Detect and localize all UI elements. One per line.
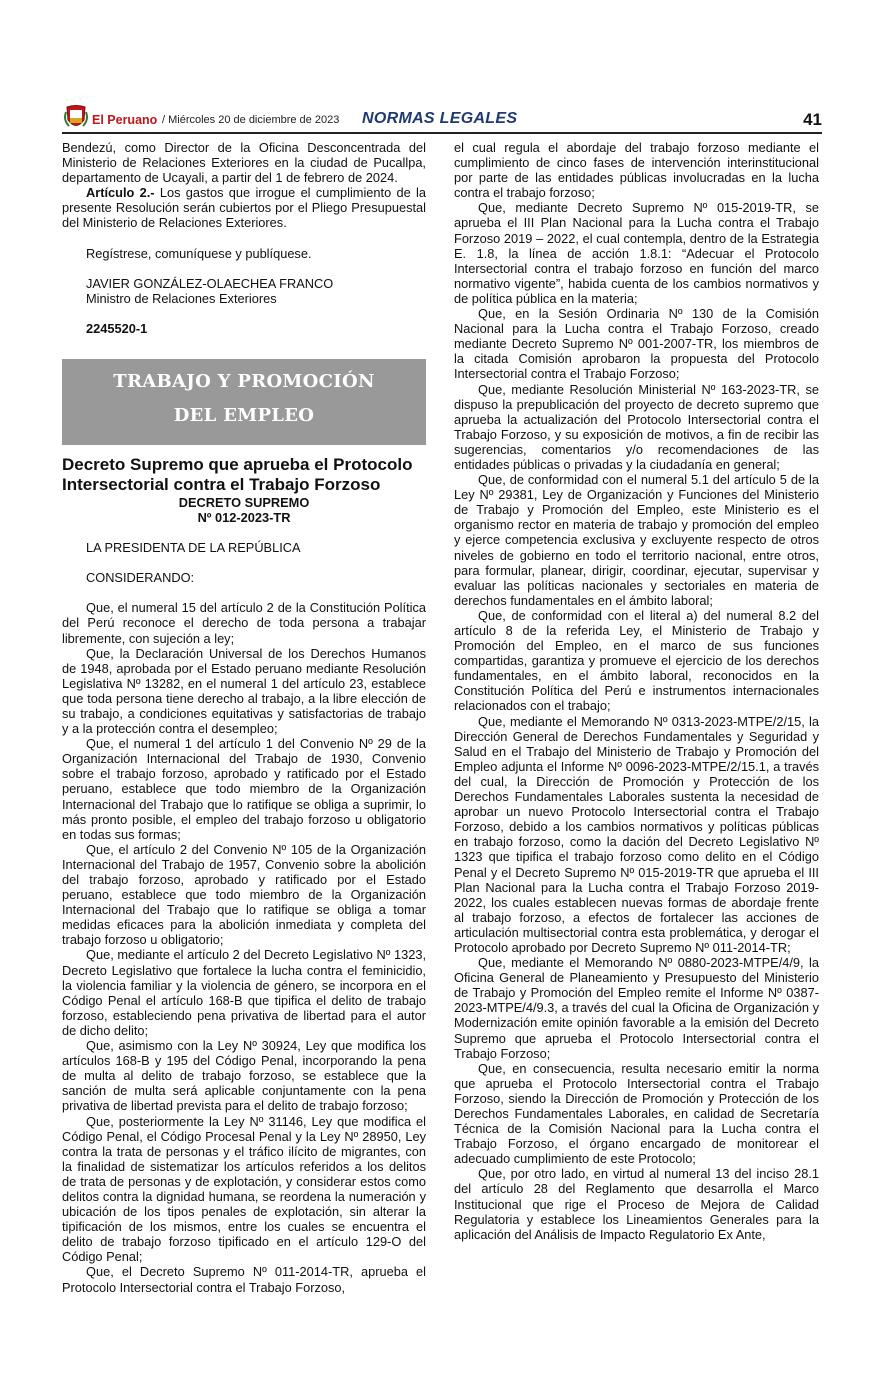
newspaper-brand: El Peruano [92,113,158,127]
paragraph: Que, de conformidad con el numeral 5.1 del artículo 5 de la Ley Nº 29381, Ley de Organización y Funciones del Ministerio de Trabajo y Promoción del Empleo, este Ministerio es el organismo rector en materia de trabajo y promoción del empleo y ejerce competencia exclusiva y excluyente respecto de otros niveles de gobierno en todo el territorio nacional, entre otros, para formular, planear, dirigir, coordinar, ejecutar, supervisar y evaluar las políticas nacionales y sectoriales en materia de derechos fundamentales en el ámbito laboral; [454,472,819,608]
signer-title: Ministro de Relaciones Exteriores [86,290,277,306]
header-date: / Miércoles 20 de diciembre de 2023 [162,114,340,126]
paragraph: Que, de conformidad con el literal a) del numeral 8.2 del artículo 8 de la referida Ley, el Ministerio de Trabajo y Promoción del Empleo, en el marco de sus funciones compartidas, garantiza y promueve el ejercicio de los derechos fundamentales, en el ámbito laboral, reconocidos en la Constitución Política del Perú e instrumentos internacionales relacionados con el trabajo; [454,607,819,714]
paragraph: Que, la Declaración Universal de los Derechos Humanos de 1948, aprobada por el Estado peruano mediante Resolución Legislativa Nº 13282, en el numeral 1 del artículo 23, establece que toda persona tiene derecho al trabajo, a la libre elección de su trabajo, a condiciones equitativas y satisfactorias de trabajo y a la protección contra el desempleo; [62,645,426,737]
section-banner [62,359,426,445]
paragraph: Que, asimismo con la Ley Nº 30924, Ley que modifica los artículos 168-B y 195 del Código Penal, incorporando la pena de multa al delito de trabajo forzoso, se establece que la sanción de multa será aplicable conjuntamente con la pena privativa de libertad prevista para el delito de trabajo forzoso; [62,1038,426,1114]
header-rule [62,132,822,134]
paragraph: Que, el numeral 15 del artículo 2 de la Constitución Política del Perú reconoce el derecho de toda persona a trabajar libremente, con sujeción a ley; [62,600,426,646]
document-title: Decreto Supremo que aprueba el Protocolo Intersectorial contra el Trabajo Forzoso [62,454,413,494]
signer-name: JAVIER GONZÁLEZ-OLAECHEA FRANCO [86,275,334,291]
paragraph: Que, mediante Decreto Supremo Nº 015-2019-TR, se aprueba el III Plan Nacional para la Lucha contra el Trabajo Forzoso 2019 – 2022, el cual contempla, dentro de la Estrategia E. 1.8, la línea de acción 1.8.1: “Adecuar el Protocolo Intersectorial contra el trabajo forzoso en función del marco normativo vigente”, habida cuenta de los cambios normativos y de política pública en la materia; [454,200,819,306]
coat-of-arms-icon [64,104,88,132]
article-label: Artículo 2.- [86,185,155,201]
paragraph: Que, en consecuencia, resulta necesario emitir la norma que aprueba el Protocolo Intersectorial contra el Trabajo Forzoso, siendo la Dirección de Promoción y Protección de los Derechos Fundamentales Laborales, en calidad de Secretaría Técnica de la Comisión Nacional para la Lucha contra el Trabajo Forzoso, el órgano encargado de monitorear el adecuado cumplimiento de este Protocolo; [454,1060,819,1167]
paragraph: Que, mediante Resolución Ministerial Nº 163-2023-TR, se dispuso la prepublicación del proyecto de decreto supremo que aprueba la actualización del Protocolo Intersectorial contra el Trabajo Forzoso, y su exposición de motivos, a fin de recibir las sugerencias, comentarios y/o recomendaciones de las entidades públicas o privadas y la ciudadanía en general; [454,381,819,472]
page-number: 41 [803,110,822,129]
section-name: NORMAS LEGALES [362,110,518,127]
issuer-line: LA PRESIDENTA DE LA REPÚBLICA [86,540,301,556]
paragraph: Que, mediante el Memorando Nº 0880-2023-MTPE/4/9, la Oficina General de Planeamiento y Presupuesto del Ministerio de Trabajo y Promoción del Empleo remite el Informe Nº 0387-2023-MTPE/4/9.3, a través del cual la Oficina de Organización y Modernización emite opinión favorable a la emisión del Decreto Supremo que aprueba el Protocolo Intersectorial contra el Trabajo Forzoso; [454,955,819,1061]
article-2 [62,185,426,230]
paragraph: Que, el numeral 1 del artículo 1 del Convenio Nº 29 de la Organización Internacional del Trabajo de 1930, Convenio sobre el trabajo forzoso, aprobado y ratificado por el Estado peruano, establece que todo miembro de la Organización Internacional del Trabajo que lo ratifique se obliga a suprimir, lo más pronto posible, el empleo del trabajo forzoso u obligatorio en todas sus formas; [62,736,426,842]
paragraph: Que, el artículo 2 del Convenio Nº 105 de la Organización Internacional del Trabajo de 1957, Convenio sobre la abolición del trabajo forzoso, aprobado y ratificado por el Estado peruano, establece que todo miembro de la Organización Internacional del Trabajo que lo ratifique se obliga a tomar medidas eficaces para la abolición inmediata y completa del trabajo forzoso u obligatorio; [62,841,426,948]
reference-number: 2245520-1 [86,320,148,336]
paragraph: Que, mediante el Memorando Nº 0313-2023-MTPE/2/15, la Dirección General de Derechos Fundamentales y Seguridad y Salud en el Trabajo del Ministerio de Trabajo y Promoción del Empleo adjunta el Informe Nº 0096-2023-MTPE/2/15.1, a través del cual, la Dirección de Promoción y Protección de los Derechos Fundamentales Laborales sustenta la necesidad de aprobar un nuevo Protocolo Intersectorial contra el Trabajo Forzoso, debido a los cambios normativos y políticas públicas en trabajo forzoso, como la dación del Decreto Legislativo Nº 1323 que tipifica el trabajo forzoso como delito en el Código Penal y el Decreto Supremo Nº 015-2019-TR que aprueba el III Plan Nacional para la Lucha contra el Trabajo Forzoso 2019-2022, los cuales establecen nuevas formas de abordaje frente al trabajo forzoso, a efectos de fortalecer las acciones de articulación multisectorial contra esta problemática, y derogar el Protocolo aprobado por Decreto Supremo Nº 011-2014-TR; [454,713,819,955]
paragraph: Que, en la Sesión Ordinaria Nº 130 de la Comisión Nacional para la Lucha contra el Trabajo Forzoso, creado mediante Decreto Supremo Nº 001-2007-TR, los miembros de la citada Comisión aprobaron la propuesta del Protocolo Intersectorial contra el Trabajo Forzoso; [454,306,819,382]
banner-line: DEL EMPLEO [173,404,315,426]
closing-formula: Regístrese, comuníquese y publíquese. [86,245,312,261]
paragraph: el cual regula el abordaje del trabajo forzoso mediante el cumplimiento de cinco fases de intervención interinstitucional por parte de las entidades públicas involucradas en la lucha contra el trabajo forzoso; [454,140,819,201]
right-column [454,140,819,1242]
left-column [62,140,426,1295]
banner-line: TRABAJO Y PROMOCIÓN [113,370,375,392]
paragraph: Que, por otro lado, en virtud al numeral 13 del inciso 28.1 del artículo 28 del Reglamento que desarrolla el Marco Institucional que rige el Proceso de Mejora de Calidad Regulatoria y establece los Lineamientos Generales para la aplicación del Análisis de Impacto Regulatorio Ex Ante, [454,1166,819,1242]
article-text: Los gastos que irrogue el cumplimiento de la presente Resolución serán cubiertos por el Pliego Presupuestal del Ministerio de Relaciones Exteriores. [62,185,426,231]
considerando-heading: CONSIDERANDO: [86,570,195,586]
decree-heading: DECRETO SUPREMO [178,494,310,510]
paragraph: Que, mediante el artículo 2 del Decreto Legislativo Nº 1323, Decreto Legislativo que fortalece la lucha contra el feminicidio, la violencia familiar y la violencia de género, se incorpora en el Código Penal el artículo 168-B que tipifica el delito de trabajo forzoso, estableciendo pena privativa de libertad para el autor de dicho delito; [62,947,426,1038]
decree-number: Nº 012-2023-TR [197,510,291,526]
paragraph: Bendezú, como Director de la Oficina Desconcentrada del Ministerio de Relaciones Exteriores en la ciudad de Pucallpa, departamento de Ucayali, a partir del 1 de febrero de 2024. [62,140,426,186]
paragraph: Que, el Decreto Supremo Nº 011-2014-TR, aprueba el Protocolo Intersectorial contra el Trabajo Forzoso, [62,1264,426,1295]
paragraph: Que, posteriormente la Ley Nº 31146, Ley que modifica el Código Penal, el Código Procesal Penal y la Ley Nº 28950, Ley contra la trata de personas y el tráfico ilícito de migrantes, con la finalidad de sistematizar los artículos referidos a los delitos de trata de personas y de explotación, y considerar estos como delitos contra la dignidad humana, se reordena la numeración y ubicación de los tipos penales de explotación, sin alterar la tipificación de los mismos, entre los cuales se encuentra el delito de trabajo forzoso tipificado en el artículo 129-O del Código Penal; [62,1113,426,1265]
